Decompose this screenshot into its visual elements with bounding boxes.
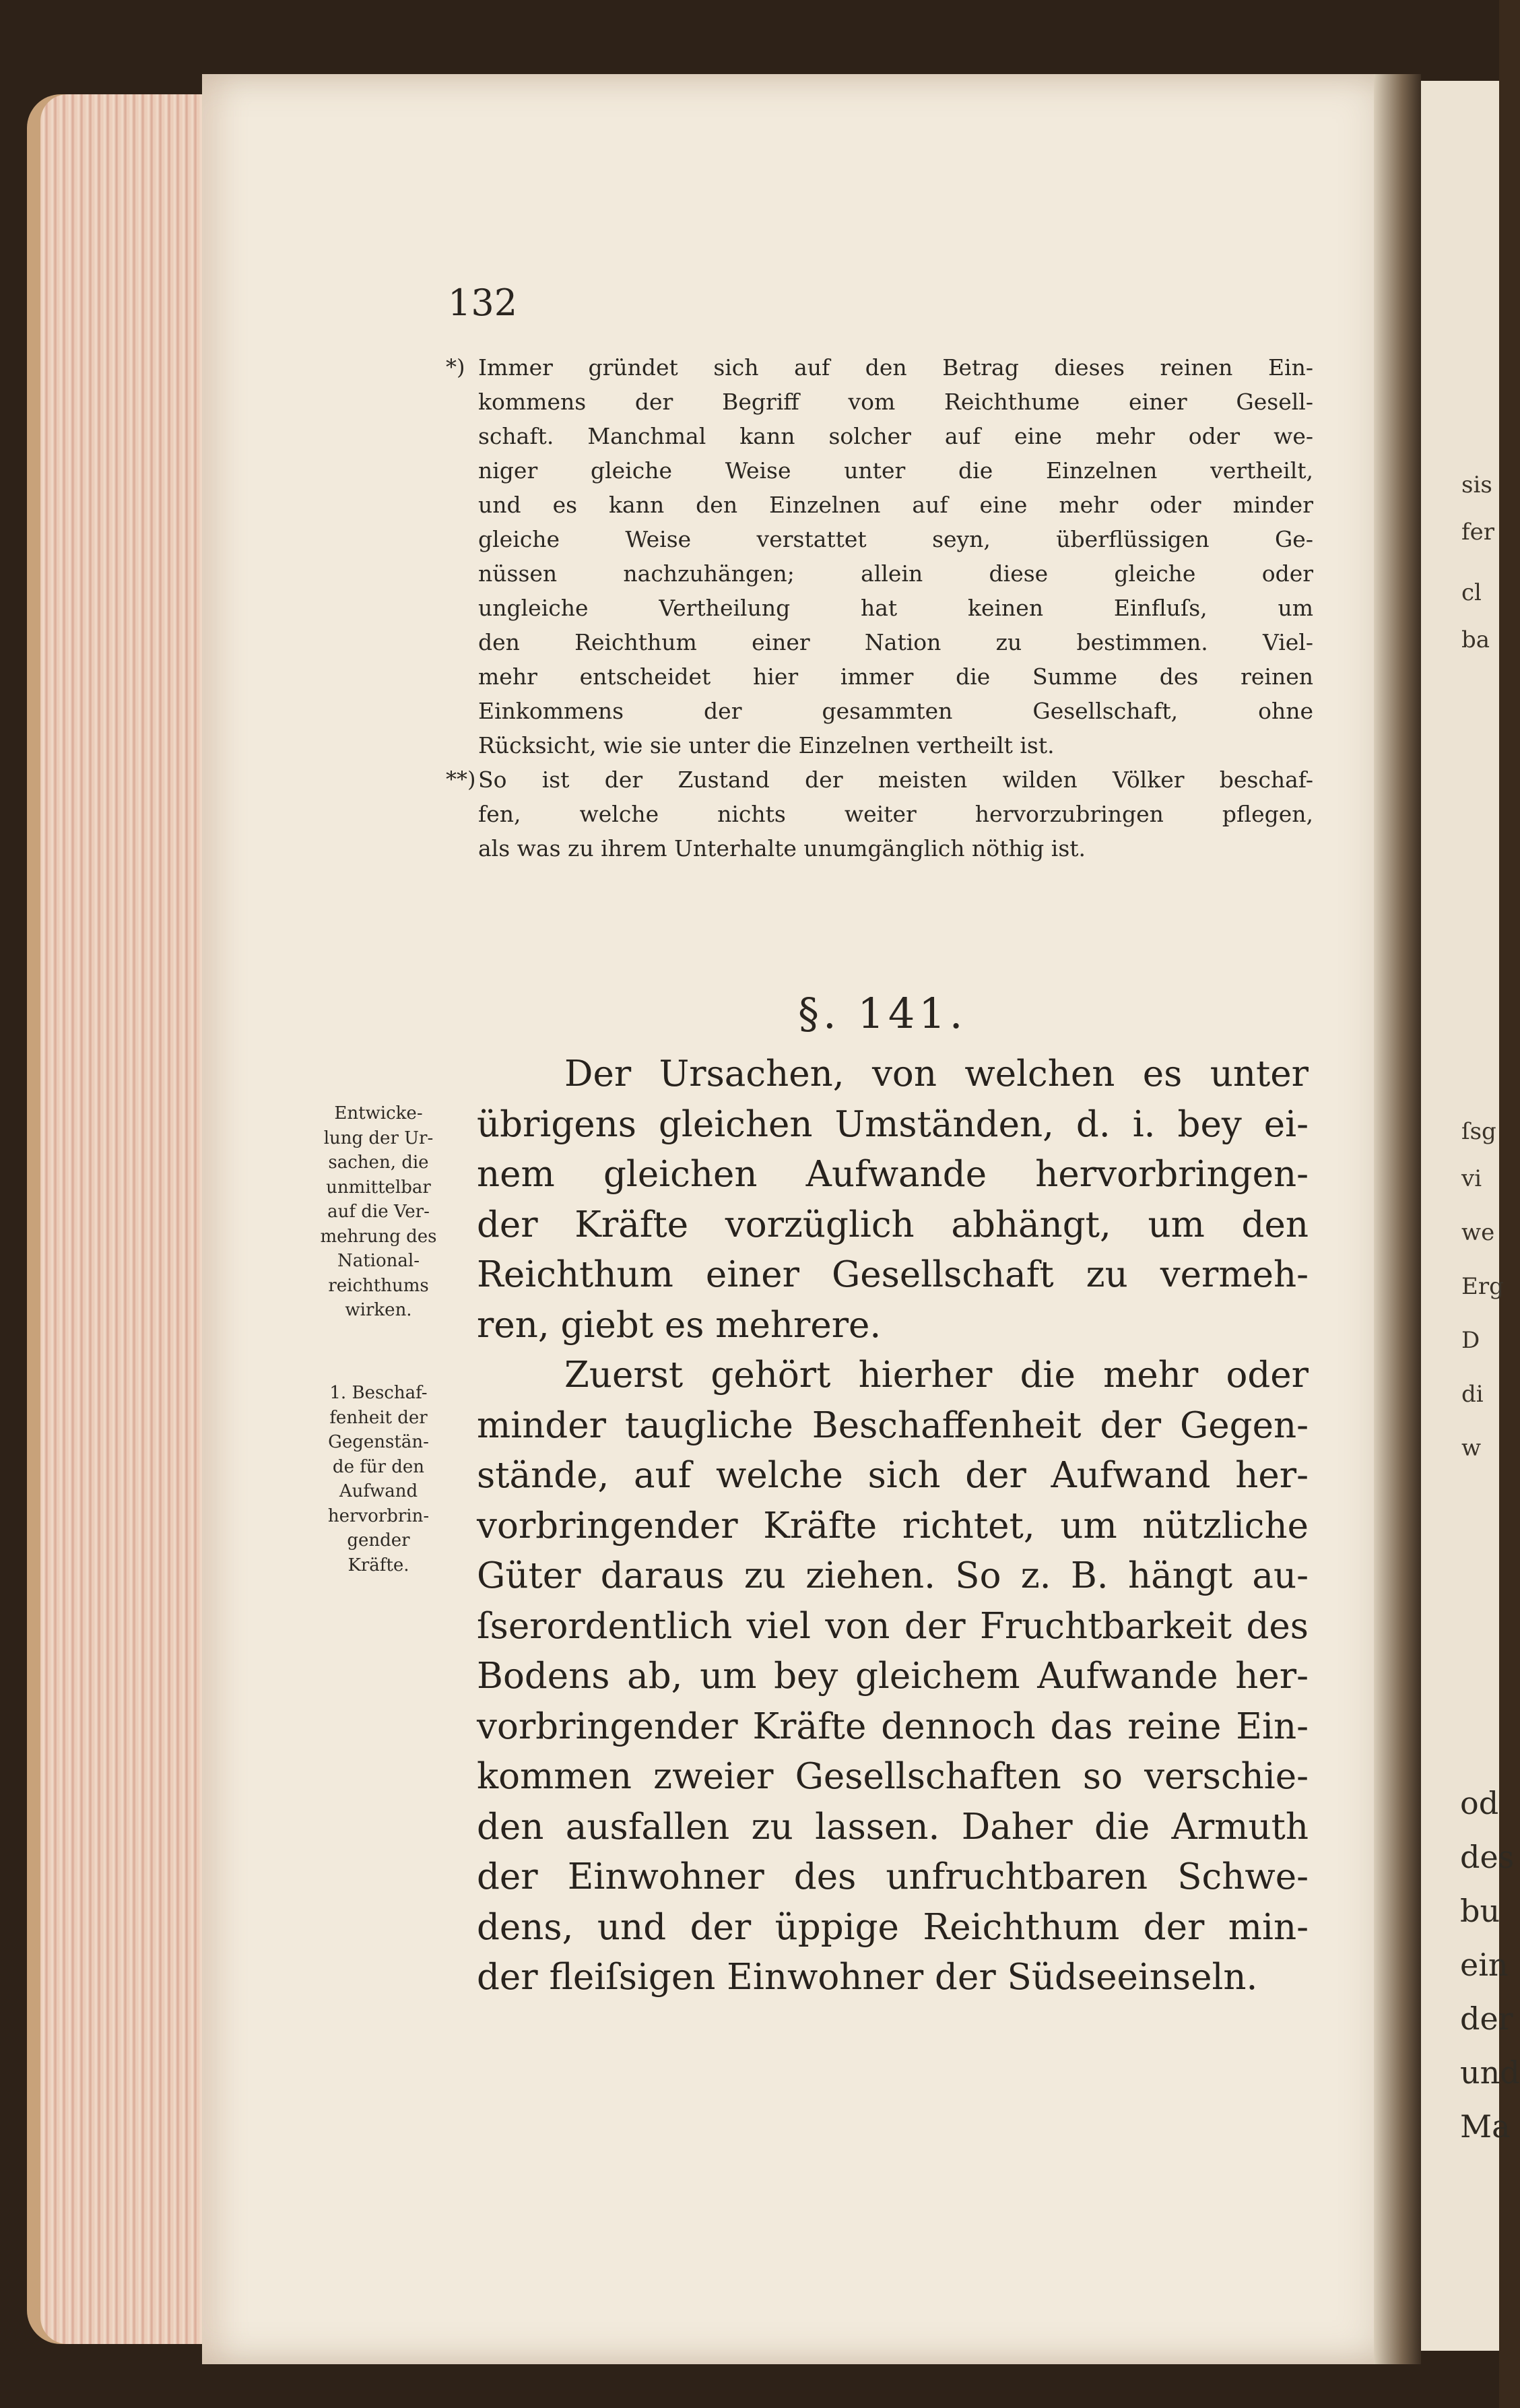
body-line: vorbringender Kräfte richtet, um nützliche <box>477 1505 1309 1547</box>
footnote-line: den Reichthum einer Nation zu bestimmen. Viel- <box>478 629 1313 655</box>
next-page-fragment: bu <box>1460 1893 1500 1929</box>
next-page-fragment: und <box>1460 2054 1520 2091</box>
page-number: 132 <box>448 282 518 324</box>
footnote-line: niger gleiche Weise unter die Einzelnen vertheilt, <box>478 457 1313 484</box>
next-page-fragment: we <box>1461 1219 1495 1246</box>
next-page-fragment: Ma <box>1460 2108 1511 2145</box>
body-line: minder taugliche Beschaffenheit der Gegen- <box>477 1404 1309 1446</box>
margin-note-line: sachen, die <box>328 1152 429 1173</box>
next-page-fragment: ein <box>1460 1947 1509 1983</box>
next-page-fragment: fer <box>1461 519 1494 546</box>
body-line: Zuerst gehört hierher die mehr oder <box>564 1355 1309 1396</box>
margin-note-line: 1. Beschaf- <box>329 1383 428 1403</box>
next-page-fragment: Erg <box>1461 1273 1504 1300</box>
body-line: der fleiſsigen Einwohner der Südseeinseln. <box>477 1957 1258 1998</box>
margin-note-line: Kräfte. <box>348 1555 409 1575</box>
next-page-fragment: des <box>1460 1839 1515 1875</box>
body-text <box>477 1049 1309 2003</box>
body-line: nem gleichen Aufwande hervorbringen- <box>477 1154 1309 1195</box>
margin-note-line: unmittelbar <box>326 1177 431 1198</box>
body-line: vorbringender Kräfte dennoch das reine Ein- <box>477 1705 1309 1747</box>
footnote-line: So ist der Zustand der meisten wilden Völker beschaf- <box>478 767 1313 793</box>
footnote-line: fen, welche nichts weiter hervorzubringen pflegen, <box>478 801 1313 827</box>
footnote-line: mehr entscheidet hier immer die Summe des reinen <box>478 663 1313 690</box>
body-line: der Kräfte vorzüglich abhängt, um den <box>477 1204 1309 1245</box>
next-page-fragment: ba <box>1461 626 1490 653</box>
margin-note-line: Gegenstän- <box>328 1432 429 1452</box>
margin-note-2 <box>311 1381 446 1577</box>
page-stack-edges <box>40 94 222 2344</box>
margin-note-line: de für den <box>332 1456 425 1477</box>
body-line: stände, auf welche sich der Aufwand her- <box>477 1455 1309 1496</box>
next-page-fragment: od <box>1460 1785 1499 1821</box>
margin-note-line: fenheit der <box>329 1407 428 1428</box>
footnote-marker: *) <box>446 354 465 380</box>
body-line: Der Ursachen, von welchen es unter <box>564 1053 1309 1095</box>
section-heading: §. 141. <box>798 989 967 1038</box>
next-page-fragment: sis <box>1461 471 1492 498</box>
footnote-line: gleiche Weise verstattet seyn, überflüssigen Ge- <box>478 526 1313 552</box>
body-line: ren, giebt es mehrere. <box>477 1304 882 1346</box>
next-page-fragment: cl <box>1461 579 1482 606</box>
margin-note-line: National- <box>337 1251 420 1271</box>
footnote-line: und es kann den Einzelnen auf eine mehr oder minder <box>478 492 1313 518</box>
body-line: Güter daraus zu ziehen. So z. B. hängt au- <box>477 1555 1309 1596</box>
margin-note-line: Entwicke- <box>334 1103 423 1124</box>
footnotes <box>446 350 1313 866</box>
footnote-line: schaft. Manchmal kann solcher auf eine mehr oder we- <box>478 423 1313 449</box>
footnote-1 <box>446 350 1313 762</box>
body-line: dens, und der üppige Reichthum der min- <box>477 1906 1309 1948</box>
body-line: den ausfallen zu lassen. Daher die Armuth <box>477 1806 1309 1848</box>
next-page-fragment: ſsg <box>1461 1118 1496 1145</box>
margin-note-line: hervorbrin- <box>327 1505 430 1526</box>
margin-note-line: reichthums <box>328 1275 429 1296</box>
footnote-2 <box>446 762 1313 866</box>
margin-note-line: Aufwand <box>339 1481 418 1501</box>
next-page-fragment: vi <box>1461 1165 1482 1192</box>
next-page-fragment: D <box>1461 1327 1480 1354</box>
body-line: der Einwohner des unfruchtbaren Schwe- <box>477 1856 1309 1897</box>
book-gutter <box>1374 74 1421 2364</box>
footnote-line: nüssen nachzuhängen; allein diese gleiche oder <box>478 560 1313 587</box>
next-page-fragment: w <box>1461 1435 1482 1462</box>
next-page-fragment: der <box>1460 2000 1513 2037</box>
footnote-line: Immer gründet sich auf den Betrag dieses reinen Ein- <box>478 354 1313 381</box>
next-page-fragment: di <box>1461 1381 1484 1408</box>
margin-note-line: lung der Ur- <box>323 1128 434 1148</box>
footnote-line: als was zu ihrem Unterhalte unumgänglich nöthig ist. <box>478 835 1086 861</box>
body-line: übrigens gleichen Umständen, d. i. bey ei- <box>477 1103 1309 1145</box>
footnote-marker: **) <box>446 767 476 792</box>
footnote-line: ungleiche Vertheilung hat keinen Einfluſs, um <box>478 595 1313 621</box>
margin-note-line: auf die Ver- <box>327 1202 430 1222</box>
margin-note-1 <box>311 1101 446 1323</box>
body-line: kommen zweier Gesellschaften so verschie- <box>477 1756 1309 1797</box>
footnote-line: Einkommens der gesammten Gesellschaft, ohne <box>478 698 1313 724</box>
margin-note-line: gender <box>347 1530 410 1551</box>
body-line: Reichthum einer Gesellschaft zu vermeh- <box>477 1254 1309 1295</box>
margin-note-line: mehrung des <box>320 1226 437 1247</box>
next-page-edge <box>1421 81 1520 2351</box>
margin-note-line: wirken. <box>345 1300 412 1320</box>
body-line: ſserordentlich viel von der Fruchtbarkeit des <box>477 1605 1309 1647</box>
footnote-line: Rücksicht, wie sie unter die Einzelnen vertheilt ist. <box>478 732 1055 758</box>
body-line: Bodens ab, um bey gleichem Aufwande her- <box>477 1656 1309 1697</box>
footnote-line: kommens der Begriff vom Reichthume einer Gesell- <box>478 389 1313 415</box>
